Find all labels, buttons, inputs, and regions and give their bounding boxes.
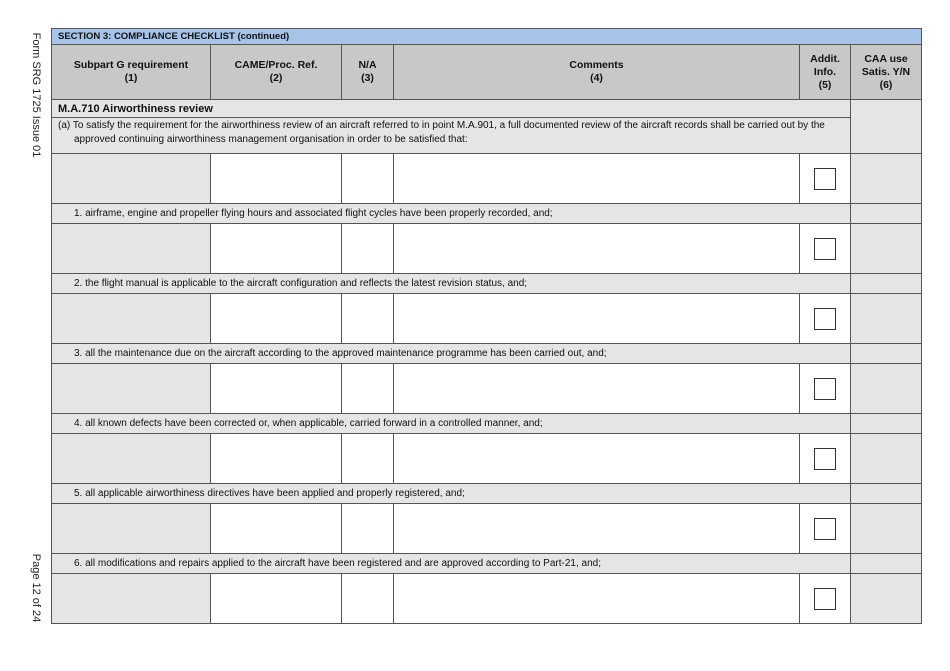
response-row: [52, 154, 922, 204]
caa-use-cell: [851, 364, 922, 414]
section-title: SECTION 3: COMPLIANCE CHECKLIST (continued): [52, 29, 922, 45]
came-ref-field[interactable]: [211, 574, 342, 624]
page-number: Page 12 of 24: [30, 553, 42, 623]
response-row: [52, 224, 922, 274]
caa-use-cell: [851, 294, 922, 344]
comments-field[interactable]: [394, 434, 800, 484]
addit-info-checkbox[interactable]: [814, 238, 836, 260]
came-ref-field[interactable]: [211, 504, 342, 554]
na-field[interactable]: [342, 364, 394, 414]
caa-use-cell: [851, 434, 922, 484]
came-ref-field[interactable]: [211, 434, 342, 484]
came-ref-field[interactable]: [211, 154, 342, 204]
requirement-item: 4. all known defects have been corrected or, when applicable, carried forward in a controlled manner, and;: [52, 414, 851, 434]
comments-field[interactable]: [394, 364, 800, 414]
addit-info-checkbox[interactable]: [814, 588, 836, 610]
col-header-addit-info: Addit. Info. (5): [800, 45, 851, 100]
response-row: [52, 504, 922, 554]
caa-use-cell: [851, 504, 922, 554]
col-header-caa-use: CAA use Satis. Y/N (6): [851, 45, 922, 100]
caa-use-cell: [851, 574, 922, 624]
na-field[interactable]: [342, 434, 394, 484]
caa-use-cell: [851, 100, 922, 154]
comments-field[interactable]: [394, 224, 800, 274]
comments-field[interactable]: [394, 154, 800, 204]
addit-info-checkbox[interactable]: [814, 448, 836, 470]
requirement-intro: (a) To satisfy the requirement for the airworthiness review of an aircraft referred to in point M.A.901, a full documented review of the aircraft records shall be carried out by the approved continuing airworthiness management organisation in order to be satisfied that:: [52, 118, 851, 154]
addit-info-checkbox[interactable]: [814, 378, 836, 400]
addit-info-checkbox[interactable]: [814, 168, 836, 190]
col-header-requirement: Subpart G requirement (1): [52, 45, 211, 100]
na-field[interactable]: [342, 294, 394, 344]
addit-info-checkbox[interactable]: [814, 308, 836, 330]
response-row: [52, 294, 922, 344]
came-ref-field[interactable]: [211, 224, 342, 274]
na-field[interactable]: [342, 154, 394, 204]
response-row: [52, 574, 922, 624]
col-header-na: N/A (3): [342, 45, 394, 100]
na-field[interactable]: [342, 224, 394, 274]
addit-info-checkbox[interactable]: [814, 518, 836, 540]
na-field[interactable]: [342, 574, 394, 624]
came-ref-field[interactable]: [211, 364, 342, 414]
requirement-item: 2. the flight manual is applicable to the aircraft configuration and reflects the latest revision status, and;: [52, 274, 851, 294]
na-field[interactable]: [342, 504, 394, 554]
form-id-label: Form SRG 1725 Issue 01: [30, 32, 42, 158]
requirement-item: 1. airframe, engine and propeller flying hours and associated flight cycles have been properly recorded, and;: [52, 204, 851, 224]
caa-use-cell: [851, 154, 922, 204]
col-header-ref: CAME/Proc. Ref. (2): [211, 45, 342, 100]
col-header-comments: Comments (4): [394, 45, 800, 100]
requirement-title: M.A.710 Airworthiness review: [52, 100, 851, 118]
response-row: [52, 434, 922, 484]
response-row: [52, 364, 922, 414]
comments-field[interactable]: [394, 294, 800, 344]
came-ref-field[interactable]: [211, 294, 342, 344]
comments-field[interactable]: [394, 574, 800, 624]
compliance-checklist-table: [51, 28, 922, 624]
comments-field[interactable]: [394, 504, 800, 554]
requirement-item: 5. all applicable airworthiness directives have been applied and properly registered, and;: [52, 484, 851, 504]
caa-use-cell: [851, 224, 922, 274]
requirement-item: 3. all the maintenance due on the aircraft according to the approved maintenance programme has been carried out, and;: [52, 344, 851, 364]
requirement-item: 6. all modifications and repairs applied to the aircraft have been registered and are approved according to Part-21, and;: [52, 554, 851, 574]
